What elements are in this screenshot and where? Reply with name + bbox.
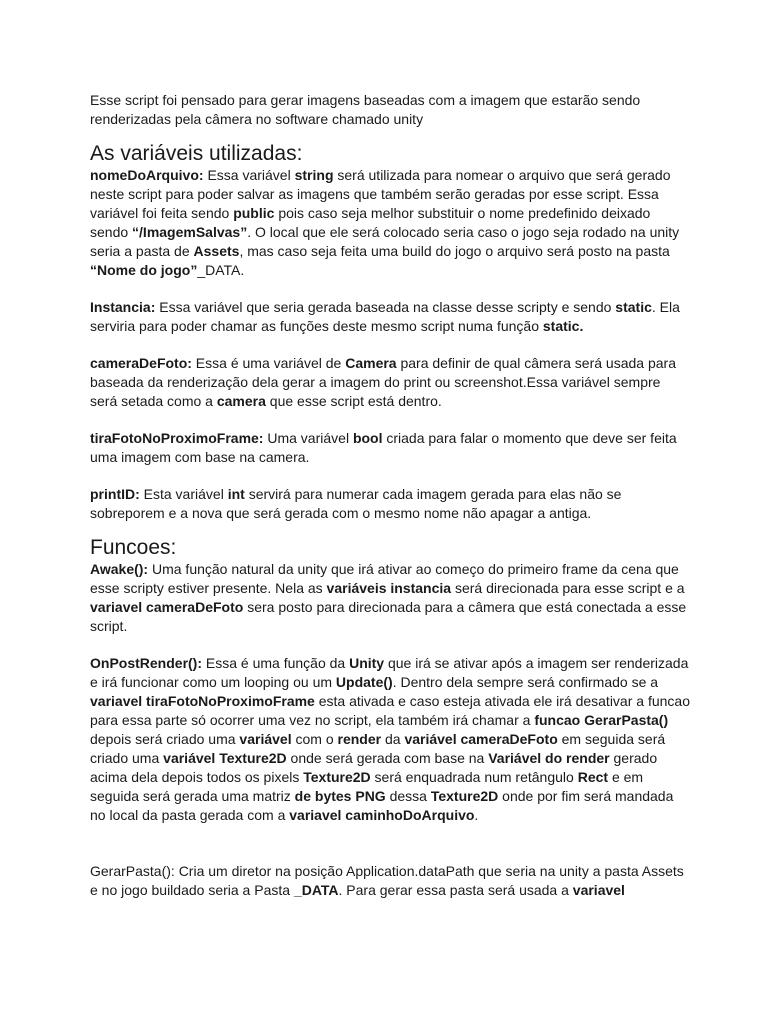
text-run: com o [291, 731, 338, 747]
text-run: em seguida será criado uma [90, 731, 666, 766]
text-run: sera posto para direcionada para a câmera que está conectada a esse script. [90, 599, 687, 634]
bold-term: Texture2D [430, 788, 499, 804]
text-run: que esse script está dentro. [265, 393, 442, 409]
text-run: _DATA. [197, 262, 245, 278]
bold-term: variável cameraDeFoto [404, 731, 558, 747]
bold-term: string [294, 167, 334, 183]
bold-term: de bytes PNG [294, 788, 386, 804]
text-run: servirá para numerar cada imagem gerada para elas não se sobreporem e a nova que será gerada com o mesmo nome não apagar a antiga. [90, 486, 622, 521]
text-run: esta ativada e caso esteja ativada ele irá desativar a funcao para essa parte só ocorrer uma vez no script, ela também irá chamar a [90, 693, 690, 728]
text-run: para definir de qual câmera será usada para baseada da renderização dela gerar a imagem do print ou screenshot.Essa variável sempre será setada como a [90, 355, 676, 409]
paragraph-awake [90, 560, 690, 636]
bold-term: render [337, 731, 382, 747]
text-run: Uma variável [263, 430, 353, 446]
bold-term: camera [216, 393, 266, 409]
bold-term: Texture2D [303, 769, 371, 785]
text-run: criada para falar o momento que deve ser feita uma imagem com base na camera. [90, 430, 677, 465]
intro-paragraph: Esse script foi pensado para gerar imagens baseadas com a imagem que estarão sendo renderizadas pela câmera no software chamado unity [90, 92, 641, 127]
bold-term: tiraFotoNoProximoFrame: [90, 430, 264, 446]
bold-term: Rect [577, 769, 609, 785]
bold-term: Variável do render [488, 750, 610, 766]
bold-term: bool [352, 430, 383, 446]
text-run: Essa variável que seria gerada baseada na classe desse scripty e sendo [155, 299, 616, 315]
bold-term: “/ImagemSalvas” [132, 224, 248, 240]
bold-term: cameraDeFoto: [90, 355, 192, 371]
bold-term: variável Texture2D [163, 750, 287, 766]
text-run: onde por fim será mandada no local da pasta gerada com a [90, 788, 674, 823]
bold-term: variavel cameraDeFoto [90, 599, 244, 615]
bold-term: variável [239, 731, 292, 747]
text-run: será utilizada para nomear o arquivo que será gerado neste script para poder salvar as imagens que também serão geradas por esse script. Essa variável foi feita sendo [90, 167, 671, 221]
text-run: . O local que ele será colocado seria caso o jogo seja rodado na unity seria a pasta de [90, 224, 680, 259]
bold-term: Instancia: [90, 299, 156, 315]
text-run: e em seguida será gerada uma matriz [90, 769, 644, 804]
bold-term: static. [542, 318, 584, 334]
bold-term: variavel caminhoDoArquivo [289, 807, 475, 823]
bold-term: variáveis instancia [326, 580, 452, 596]
bold-term: OnPostRender(): [90, 655, 202, 671]
bold-term: Unity [349, 655, 385, 671]
text-run: Essa é uma função da [202, 655, 350, 671]
text-run: que irá se ativar após a imagem ser renderizada e irá funcionar como um looping ou um [90, 655, 689, 690]
text-run: Essa variável [203, 167, 295, 183]
bold-term: printID: [90, 486, 140, 502]
bold-term: variavel [572, 882, 625, 898]
document-page [90, 91, 690, 900]
section-title-variables: As variáveis utilizadas: [90, 142, 303, 165]
paragraph-nomeDoArquivo [90, 166, 690, 280]
paragraph-instancia [90, 298, 690, 336]
bold-term: variavel tiraFotoNoProximoFrame [90, 693, 315, 709]
text-run: gerado acima dela depois todos os pixels [90, 750, 658, 785]
text-run: Essa é uma variável de [191, 355, 346, 371]
text-run: . Ela serviria para poder chamar as funções deste mesmo script numa função [90, 299, 680, 334]
section-title-functions: Funcoes: [90, 536, 177, 559]
paragraph-onPostRender [90, 654, 690, 825]
bold-term: nomeDoArquivo: [90, 167, 204, 183]
text-run: será direcionada para esse script e a [451, 580, 685, 596]
paragraph-tiraFotoNoProximoFrame [90, 429, 690, 467]
text-run: da [381, 731, 405, 747]
paragraph-printID [90, 485, 690, 523]
text-run: Esta variável [139, 486, 228, 502]
bold-term: int [227, 486, 245, 502]
text-run: . Para gerar essa pasta será usada a [338, 882, 573, 898]
bold-term: _DATA [293, 882, 339, 898]
bold-term: Assets [193, 243, 240, 259]
text-run: dessa [385, 788, 431, 804]
bold-term: static [615, 299, 652, 315]
paragraph-cameraDeFoto [90, 354, 690, 411]
text-run: GerarPasta(): Cria um diretor na posição Application.dataPath que seria na unity a pasta Assets e no jogo buildado seria a Pasta [90, 863, 684, 898]
text-run: , mas caso seja feita uma build do jogo o arquivo será posto na pasta [239, 243, 670, 259]
text-run: depois será criado uma [90, 731, 240, 747]
text-run: será enquadrada num retângulo [370, 769, 578, 785]
text-run: onde será gerada com base na [286, 750, 489, 766]
text-run: . Dentro dela sempre será confirmado se a [392, 674, 659, 690]
paragraph-gerarPasta [90, 862, 690, 900]
text-run: . [474, 807, 479, 823]
text-run: pois caso seja melhor substituir o nome predefinido deixado sendo [90, 205, 651, 240]
bold-term: Awake(): [90, 561, 149, 577]
bold-term: Camera [345, 355, 397, 371]
text-run: Uma função natural da unity que irá ativar ao começo do primeiro frame da cena que esse scripty estiver presente. Nela as [90, 561, 679, 596]
bold-term: “Nome do jogo” [90, 262, 198, 278]
bold-term: Update() [335, 674, 393, 690]
bold-term: public [233, 205, 275, 221]
bold-term: funcao GerarPasta() [534, 712, 669, 728]
